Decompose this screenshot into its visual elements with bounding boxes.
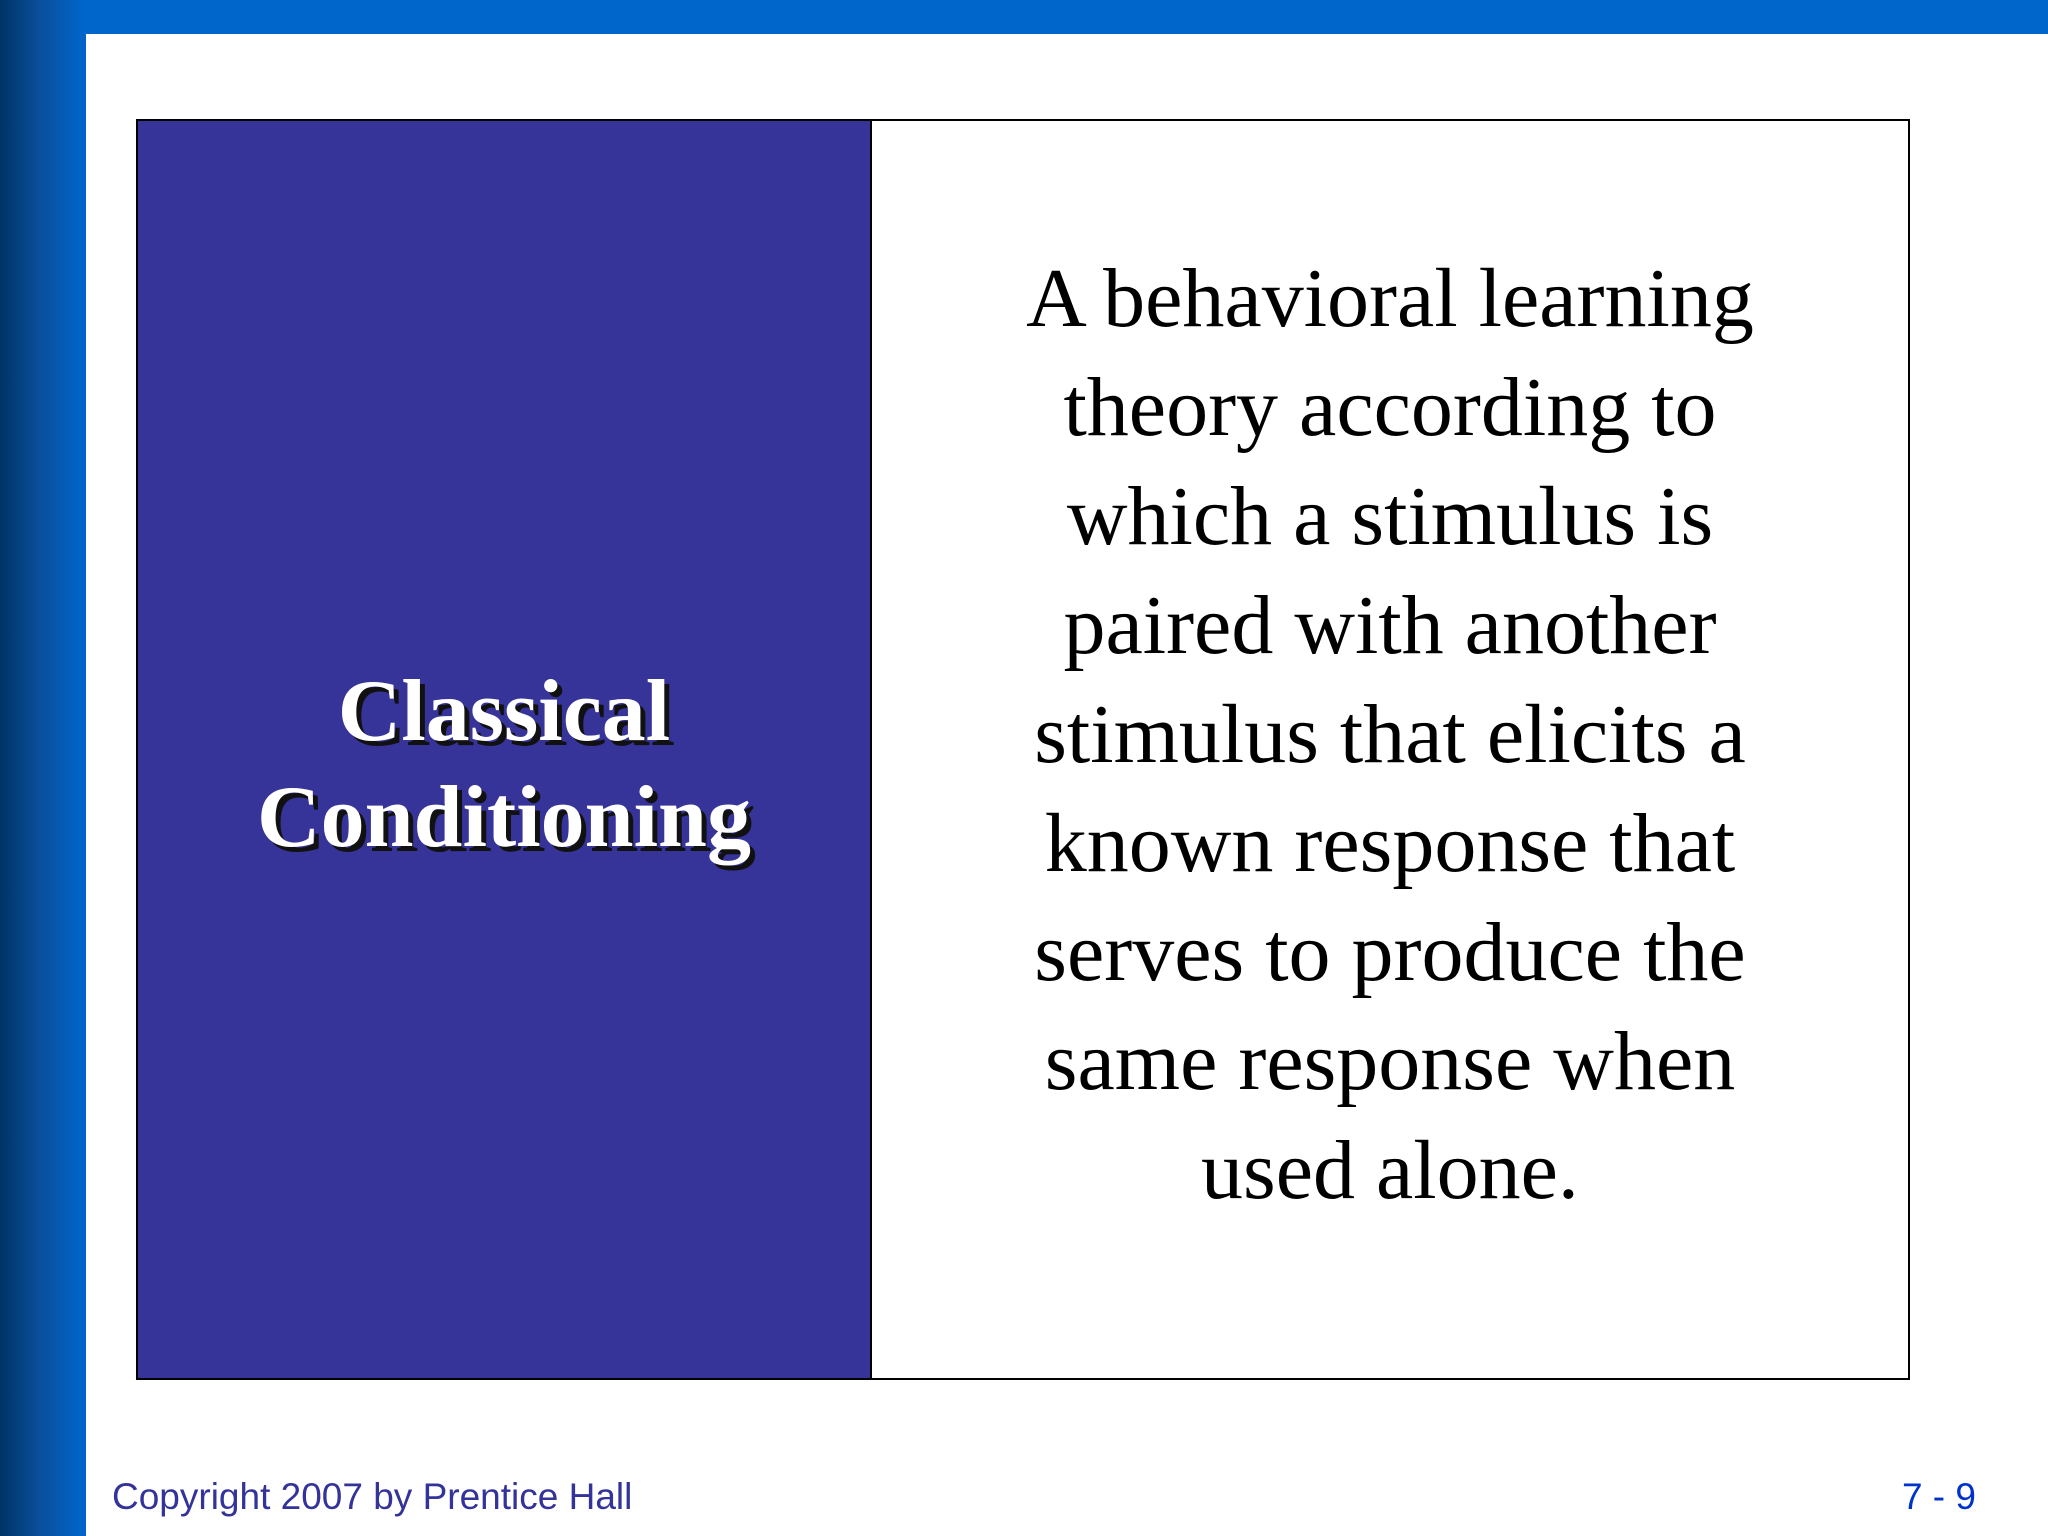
term-panel [138, 121, 872, 1378]
definition-card [136, 119, 1910, 1380]
definition-panel [872, 121, 1908, 1378]
copyright-text: Copyright 2007 by Prentice Hall [112, 1476, 633, 1517]
term-title: Classical Conditioning [257, 662, 751, 866]
slide-number: 7 - 9 [1901, 1476, 1976, 1517]
top-accent-bar [0, 0, 2048, 34]
definition-text: A behavioral learning theory according to which a stimulus is paired with another stimulus that elicits a known response that serves to produce the same response when used alone. [1026, 252, 1754, 1217]
left-accent-bar [0, 0, 86, 1536]
